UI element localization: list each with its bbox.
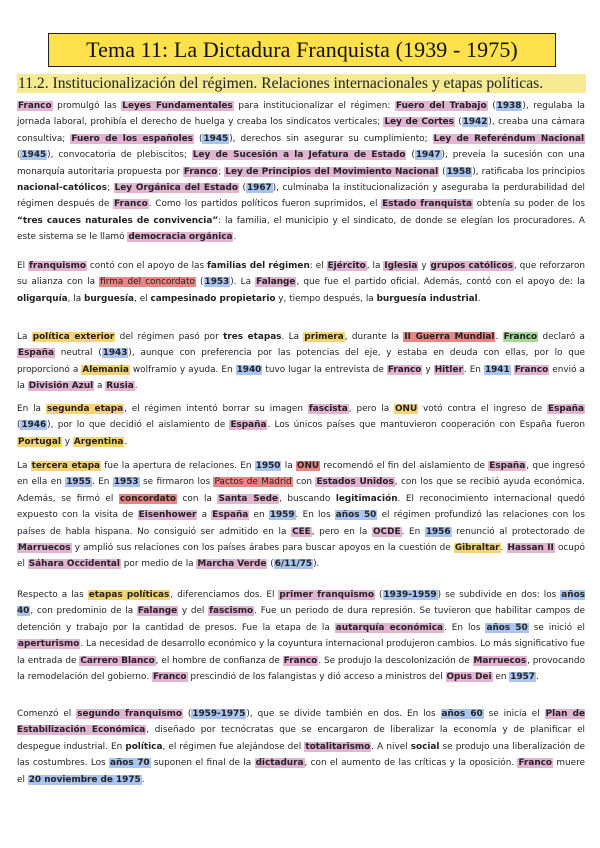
text-run: ), preveía la sucesión con una monarquía autoritaria propuesta por bbox=[17, 150, 585, 177]
text-run: , con predominio de la bbox=[30, 606, 137, 617]
highlighted-term: Ejército bbox=[327, 261, 366, 271]
highlighted-term: Franco bbox=[514, 364, 549, 375]
highlighted-term: 20 noviembre de 1975 bbox=[28, 774, 141, 785]
highlighted-term: segunda etapa bbox=[46, 404, 124, 414]
text-run: . Como los partidos políticos fueron suprimidos, el bbox=[148, 199, 382, 210]
text-run: ( bbox=[182, 709, 192, 719]
text-run: . El reconocimiento internacional quedó expuesto con la visita de bbox=[17, 493, 585, 521]
text-run: ), culminaba la institucionalización y aseguraba la perdurabilidad del régimen después de bbox=[17, 183, 585, 210]
text-run: ). La bbox=[230, 277, 256, 288]
text-run: ( bbox=[193, 133, 203, 144]
text-run: el régimen profundizó las relaciones con los países de habla hispana. No consiguió ser admitido en la bbox=[17, 510, 585, 537]
text-run: ( bbox=[406, 150, 415, 161]
highlighted-term: España bbox=[230, 420, 267, 431]
text-run: tuvo lugar la entrevista de bbox=[262, 364, 387, 375]
text-run: ( bbox=[238, 183, 246, 194]
highlighted-term: España bbox=[18, 348, 54, 359]
text-run: a bbox=[94, 381, 106, 392]
text-run: para institucionalizar el régimen: bbox=[233, 101, 395, 111]
highlighted-term: Argentina bbox=[73, 436, 124, 447]
text-run: . bbox=[124, 436, 128, 447]
text-run: votó contra el ingreso de bbox=[418, 404, 547, 414]
highlighted-term: Marcha Verde bbox=[197, 559, 267, 570]
highlighted-term: primer franquismo bbox=[279, 590, 375, 600]
text-run: ( bbox=[267, 559, 274, 570]
highlighted-term: 1967 bbox=[246, 183, 272, 194]
highlighted-term: 6/11/75 bbox=[274, 559, 313, 570]
bold-term: burguesía bbox=[83, 293, 135, 304]
highlighted-term: Franco bbox=[183, 166, 218, 177]
text-run: En la bbox=[17, 404, 46, 414]
highlighted-term: España bbox=[489, 461, 526, 471]
bold-term: política bbox=[125, 741, 163, 752]
page-title bbox=[48, 33, 556, 67]
highlighted-term: Ley de Sucesión a la Jefatura de Estado bbox=[192, 150, 406, 161]
paragraph-segundo-franquismo bbox=[17, 706, 585, 788]
text-run: del régimen pasó por bbox=[115, 332, 224, 342]
highlighted-term: 1950 bbox=[255, 461, 281, 471]
highlighted-term: Leyes Fundamentales bbox=[122, 101, 233, 111]
text-run: . Se produjo la descolonización de bbox=[318, 655, 473, 666]
text-run: . En bbox=[401, 526, 425, 537]
highlighted-term: Sáhara Occidental bbox=[28, 559, 120, 570]
text-run: y bbox=[418, 261, 430, 271]
highlighted-term: firma del concordato bbox=[100, 277, 195, 288]
highlighted-term: 1945 bbox=[203, 133, 229, 144]
highlighted-term: Pactos de Madrid bbox=[214, 477, 292, 488]
highlighted-term: Ley de Principios del Movimiento Nacional bbox=[225, 166, 439, 177]
text-run: prescindió de los falangistas y dió acceso a ministros del bbox=[187, 672, 446, 683]
text-run: , pero en la bbox=[311, 526, 373, 537]
text-run: se firmaron los bbox=[139, 477, 214, 488]
highlighted-term: ONU bbox=[296, 461, 320, 471]
text-run: . bbox=[477, 293, 481, 304]
paragraph-segunda-etapa bbox=[17, 401, 585, 450]
highlighted-term: 1955 bbox=[66, 477, 91, 488]
highlighted-term: Marruecos bbox=[18, 543, 71, 554]
bold-term: legitimación bbox=[335, 493, 398, 504]
highlighted-term: Marruecos bbox=[473, 655, 527, 666]
highlighted-term: 1946 bbox=[21, 420, 47, 431]
text-run: y del bbox=[178, 606, 209, 617]
text-run: con bbox=[292, 477, 316, 488]
section-subtitle: 11.2. Institucionalización del régimen. Relaciones internacionales y etapas políticas. bbox=[17, 74, 586, 93]
highlighted-term: 1942 bbox=[462, 117, 488, 128]
text-run: ( bbox=[375, 590, 383, 600]
text-run: se produjo una liberalización de las costumbres. Los bbox=[17, 741, 586, 769]
highlighted-term: Falange bbox=[256, 277, 296, 288]
text-run: y bbox=[422, 364, 434, 375]
highlighted-term: segundo franquismo bbox=[77, 709, 182, 719]
text-run: muere el bbox=[17, 758, 585, 785]
highlighted-term: II Guerra Mundial bbox=[404, 332, 495, 342]
page-title-text: Tema 11: La Dictadura Franquista (1939 - 1975) bbox=[86, 37, 518, 62]
text-run: , el hombre de confianza de bbox=[155, 655, 283, 666]
highlighted-term: 1939-1959 bbox=[383, 590, 437, 600]
text-run: ), regulaba la jornada laboral, prohibía el derecho de huelga y creaba los sindicatos verticales; bbox=[17, 101, 585, 128]
text-run: ( bbox=[17, 420, 21, 431]
text-run: . En bbox=[91, 477, 113, 488]
highlighted-term: autarquía económica bbox=[335, 622, 443, 633]
highlighted-term: etapas políticas bbox=[88, 590, 170, 600]
highlighted-term: Franco bbox=[503, 332, 538, 342]
highlighted-term: Hitler bbox=[434, 364, 463, 375]
bold-term: campesinado propietario bbox=[150, 293, 276, 304]
highlighted-term: 1956 bbox=[425, 526, 451, 537]
highlighted-term: Alemania bbox=[82, 364, 129, 375]
text-run: ; bbox=[107, 183, 114, 194]
highlighted-term: Franco bbox=[18, 101, 52, 111]
highlighted-term: Ley de Referéndum Nacional bbox=[433, 133, 584, 144]
text-run: por medio de la bbox=[120, 559, 197, 570]
highlighted-term: Opus Dei bbox=[446, 672, 492, 683]
paragraph-leyes-fundamentales bbox=[17, 98, 585, 246]
highlighted-term: concordato bbox=[119, 493, 176, 504]
highlighted-term: Carrero Blanco bbox=[80, 655, 155, 666]
text-run: ), por lo que decidió el aislamiento de bbox=[47, 420, 230, 431]
paragraph-primer-franquismo bbox=[17, 587, 585, 685]
text-run: ), creaba una cámara consultiva; bbox=[17, 117, 585, 144]
text-run: . Fue un periodo de dura represión. Se tuvieron que habilitar campos de detención y trabajo por la cantidad de presos. Fue la etapa de la bbox=[17, 606, 585, 633]
highlighted-term: Falange bbox=[137, 606, 178, 617]
highlighted-term: División Azul bbox=[28, 381, 94, 392]
highlighted-term: 1943 bbox=[102, 348, 128, 359]
highlighted-term: 1957 bbox=[510, 672, 535, 683]
highlighted-term: años 50 bbox=[486, 622, 528, 633]
text-run: promulgó las bbox=[52, 101, 122, 111]
text-run: ), convocatoria de plebiscitos; bbox=[47, 150, 192, 161]
text-run: ( bbox=[487, 101, 496, 111]
text-run: declaró a bbox=[538, 332, 585, 342]
text-run: en bbox=[249, 510, 269, 521]
text-run: , provocando la remodelación del gobierno. bbox=[17, 655, 585, 683]
highlighted-term: Fuero de los españoles bbox=[71, 133, 193, 144]
highlighted-term: 1940 bbox=[236, 364, 262, 375]
text-run: , que fue el partido oficial. Además, contó con el apoyo de: la bbox=[296, 277, 586, 288]
highlighted-term: fascismo bbox=[209, 606, 254, 617]
text-run: . bbox=[495, 332, 503, 342]
highlighted-term: Portugal bbox=[18, 436, 61, 447]
text-run: . En bbox=[463, 364, 484, 375]
text-run: : el bbox=[309, 261, 327, 271]
text-run: renunció al protectorado de bbox=[451, 526, 586, 537]
highlighted-term: Estado franquista bbox=[382, 199, 473, 210]
text-run: . bbox=[535, 672, 539, 683]
highlighted-term: Rusia bbox=[106, 381, 134, 392]
text-run: . bbox=[233, 232, 237, 243]
bold-term: burguesía industrial bbox=[376, 293, 478, 304]
text-run: ( bbox=[439, 166, 446, 177]
text-run: ( bbox=[454, 117, 462, 128]
highlighted-term: aperturismo bbox=[18, 639, 80, 650]
text-run: Respecto a las bbox=[17, 590, 88, 600]
highlighted-term: Plan de Estabilización Económica bbox=[17, 709, 585, 736]
highlighted-term: Franco bbox=[387, 364, 422, 375]
text-run: contó con el apoyo de las bbox=[86, 261, 208, 271]
highlighted-term: 1938 bbox=[496, 101, 522, 111]
highlighted-term: Ley de Cortes bbox=[384, 117, 454, 128]
bold-term: “tres cauces naturales de convivencia” bbox=[17, 215, 219, 226]
highlighted-term: años 50 bbox=[335, 510, 377, 521]
text-run: . En los bbox=[443, 622, 486, 633]
highlighted-term: Iglesia bbox=[384, 261, 418, 271]
text-run: , que reforzaron su alianza con la bbox=[17, 261, 586, 288]
text-run: fue la apertura de relaciones. En bbox=[101, 461, 255, 471]
text-run: . Los únicos países que mantuvieron cooperación con España fueron bbox=[267, 420, 585, 431]
bold-term: tres etapas bbox=[223, 332, 282, 342]
text-run: ocupó el bbox=[17, 543, 585, 570]
text-run: la bbox=[281, 461, 296, 471]
highlighted-term: Franco bbox=[114, 199, 148, 210]
highlighted-term: Estados Unidos bbox=[316, 477, 394, 488]
text-run: se inicia el bbox=[483, 709, 545, 719]
text-run: a bbox=[197, 510, 212, 521]
highlighted-term: OCDE bbox=[373, 526, 401, 537]
text-run: . La bbox=[281, 332, 304, 342]
paragraph-tercera-etapa bbox=[17, 458, 585, 573]
text-run: . bbox=[134, 381, 138, 392]
text-run: La bbox=[17, 461, 31, 471]
text-run: y, tiempo después, la bbox=[275, 293, 377, 304]
highlighted-term: Franco bbox=[283, 655, 318, 666]
highlighted-term: CEE bbox=[292, 526, 311, 537]
highlighted-term: años 70 bbox=[109, 758, 150, 769]
text-run: , el régimen fue alejándose del bbox=[162, 741, 305, 752]
highlighted-term: Franco bbox=[518, 758, 553, 769]
highlighted-term: Ley Orgánica del Estado bbox=[114, 183, 238, 194]
bold-term: nacional-católicos bbox=[17, 183, 108, 194]
highlighted-term: 1959 bbox=[269, 510, 295, 521]
text-run: , pero la bbox=[348, 404, 394, 414]
paragraph-politica-exterior-primera-etapa bbox=[17, 329, 585, 395]
text-run: y amplió sus relaciones con los países árabes para buscar apoyos en la cuestión de bbox=[71, 543, 454, 554]
text-run: ( bbox=[195, 277, 204, 288]
highlighted-term: política exterior bbox=[32, 332, 115, 342]
text-run: El bbox=[17, 261, 29, 271]
text-run: ) se subdivide en dos: los bbox=[437, 590, 561, 600]
text-run: ), derechos sin asegurar su cumplimiento; bbox=[229, 133, 433, 144]
text-run: , que ingresó en ella en bbox=[17, 461, 585, 488]
text-run: . En los bbox=[295, 510, 335, 521]
text-run: , buscando bbox=[279, 493, 336, 504]
text-run: wolframio y ayuda. En bbox=[129, 364, 236, 375]
text-run: : la familia, el municipio y el sindicato, de donde se elegían los procuradores. A este sistema se le llamó bbox=[17, 215, 585, 243]
highlighted-term: 1947 bbox=[415, 150, 441, 161]
text-run: , la bbox=[366, 261, 384, 271]
highlighted-term: Santa Sede bbox=[218, 493, 278, 504]
bold-term: oligarquía bbox=[17, 293, 68, 304]
text-run: obtenía su poder de los bbox=[473, 199, 586, 210]
text-run: suponen el final de la bbox=[150, 758, 255, 769]
text-run: ). bbox=[313, 559, 320, 570]
highlighted-term: 1941 bbox=[484, 364, 510, 375]
text-run: . bbox=[141, 774, 145, 785]
highlighted-term: dictadura bbox=[255, 758, 304, 769]
highlighted-term: democracia orgánica bbox=[128, 232, 233, 243]
text-run: , diseñado por tecnócratas que se encargaron de liberalizar la economía y de planificar el despegue industrial. En bbox=[17, 725, 585, 752]
text-run: , la bbox=[67, 293, 84, 304]
text-run: ), ratificaba los principios bbox=[472, 166, 586, 177]
bold-term: social bbox=[410, 741, 440, 752]
text-run: . La necesidad de desarrollo económico y la coyuntura internacional produjeron cambios. Lo más significativo fue la entrada de bbox=[17, 639, 586, 666]
highlighted-term: 1958 bbox=[446, 166, 472, 177]
highlighted-term: primera bbox=[304, 332, 344, 342]
text-run: , con el aumento de las críticas y la oposición. bbox=[304, 758, 518, 769]
text-run: , el bbox=[134, 293, 151, 304]
highlighted-term: 1959-1975 bbox=[192, 709, 246, 719]
highlighted-term: fascista bbox=[308, 404, 348, 414]
highlighted-term: años 60 bbox=[441, 709, 483, 719]
text-run: , el régimen intentó borrar su imagen bbox=[124, 404, 308, 414]
text-run: recomendó el fin del aislamiento de bbox=[320, 461, 489, 471]
highlighted-term: Hassan II bbox=[507, 543, 554, 554]
highlighted-term: 1953 bbox=[113, 477, 139, 488]
highlighted-term: 1945 bbox=[21, 150, 47, 161]
text-run: ), aunque con preferencia por las potencias del eje, y estaba en deuda con ellas, por lo que proporcionó a bbox=[17, 348, 585, 375]
bold-term: familias del régimen bbox=[207, 261, 310, 271]
text-run: , diferenciamos dos. El bbox=[170, 590, 279, 600]
highlighted-term: Fuero del Trabajo bbox=[395, 101, 487, 111]
highlighted-term: años 40 bbox=[17, 590, 585, 617]
text-run: . A nivel bbox=[371, 741, 411, 752]
text-run: ( bbox=[17, 150, 21, 161]
highlighted-term: España bbox=[548, 404, 584, 414]
text-run: Comenzó el bbox=[17, 709, 77, 719]
text-run: , con los que se recibió ayuda económica. Además, se firmó el bbox=[17, 477, 585, 504]
highlighted-term: Franco bbox=[152, 672, 187, 683]
highlighted-term: 1953 bbox=[204, 277, 230, 288]
text-run: con la bbox=[176, 493, 218, 504]
text-run: , durante la bbox=[344, 332, 404, 342]
text-run: en bbox=[492, 672, 510, 683]
text-run: neutral ( bbox=[55, 348, 102, 359]
text-run: ), que se divide también en dos. En los bbox=[246, 709, 441, 719]
highlighted-term: Gibraltar bbox=[454, 543, 500, 554]
paragraph-apoyos-del-regimen bbox=[17, 258, 585, 307]
text-run: . bbox=[500, 543, 507, 554]
highlighted-term: Eisenhower bbox=[138, 510, 197, 521]
highlighted-term: ONU bbox=[395, 404, 418, 414]
text-run: La bbox=[17, 332, 32, 342]
text-run: se inició el bbox=[528, 622, 585, 633]
highlighted-term: tercera etapa bbox=[31, 461, 101, 471]
highlighted-term: España bbox=[212, 510, 249, 521]
highlighted-term: franquismo bbox=[29, 261, 86, 271]
highlighted-term: grupos católicos bbox=[430, 261, 513, 271]
text-run: ; bbox=[218, 166, 225, 177]
text-run: y bbox=[61, 436, 73, 447]
text-run: envió a la bbox=[17, 364, 585, 392]
highlighted-term: totalitarismo bbox=[305, 741, 371, 752]
